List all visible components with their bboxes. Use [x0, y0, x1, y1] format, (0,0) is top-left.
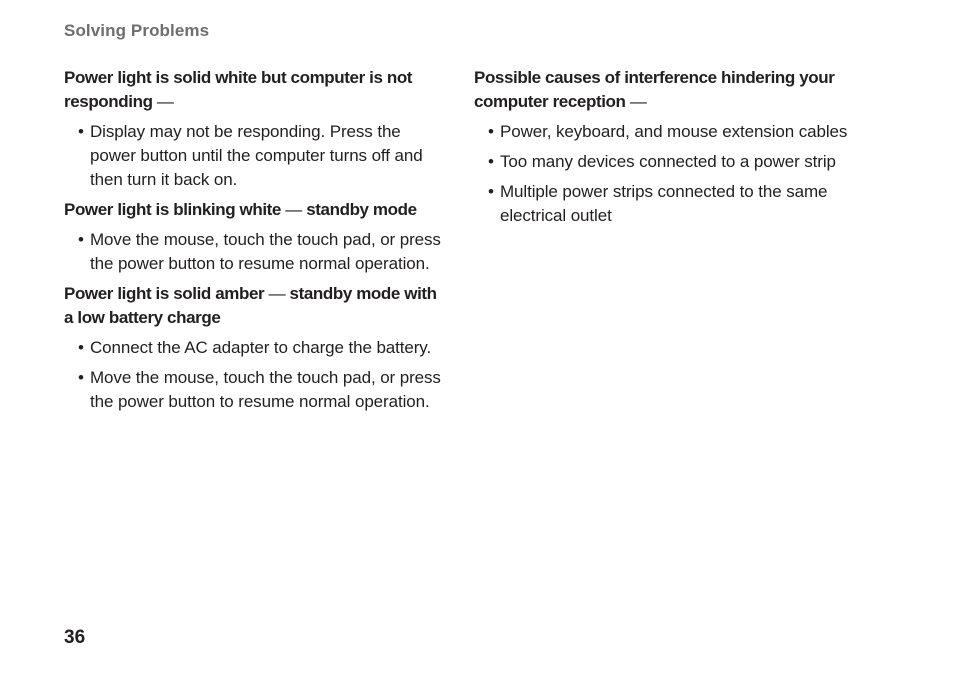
list-item-text: Power, keyboard, and mouse extension cables — [500, 122, 848, 141]
list-item — [488, 150, 864, 174]
heading-text: Power light is solid amber — [64, 284, 265, 303]
heading-text: Power light is blinking white — [64, 200, 281, 219]
bullet-list — [474, 120, 864, 228]
list-item-text: Move the mouse, touch the touch pad, or press the power button to resume normal operation. — [90, 230, 441, 273]
list-item-text: Move the mouse, touch the touch pad, or press the power button to resume normal operation. — [90, 368, 441, 411]
list-item — [488, 120, 864, 144]
left-column — [64, 66, 444, 420]
page-number: 36 — [64, 627, 86, 648]
right-column — [474, 66, 864, 234]
heading-mode: standby mode with a low battery charge — [64, 284, 437, 327]
list-item-text: Too many devices connected to a power strip — [500, 152, 836, 171]
list-item — [78, 228, 444, 276]
list-item-text: Multiple power strips connected to the same electrical outlet — [500, 182, 828, 225]
heading-text: Power light is solid white but computer is not responding — [64, 68, 413, 111]
list-item — [488, 180, 864, 228]
list-item-text: Connect the AC adapter to charge the battery. — [90, 338, 432, 357]
heading-dash: — — [625, 92, 647, 111]
bullet-icon: • — [488, 152, 494, 171]
bullet-icon: • — [78, 338, 84, 357]
bullet-icon: • — [488, 122, 494, 141]
heading-solid-white — [64, 66, 444, 114]
heading-blinking-white — [64, 198, 444, 222]
section-title: Solving Problems — [64, 21, 210, 40]
heading-solid-amber — [64, 282, 444, 330]
bullet-icon: • — [78, 230, 84, 249]
heading-text: Possible causes of interference hindering your computer reception — [474, 68, 835, 111]
heading-dash: — — [152, 92, 174, 111]
heading-dash: — — [280, 200, 307, 219]
bullet-list — [64, 228, 444, 276]
bullet-list — [64, 120, 444, 192]
list-item — [78, 366, 444, 414]
list-item — [78, 120, 444, 192]
list-item — [78, 336, 444, 360]
list-item-text: Display may not be responding. Press the power button until the computer turns off and then turn it back on. — [90, 122, 423, 189]
bullet-icon: • — [488, 182, 494, 201]
heading-interference — [474, 66, 864, 114]
bullet-icon: • — [78, 368, 84, 387]
bullet-icon: • — [78, 122, 84, 141]
bullet-list — [64, 336, 444, 414]
heading-dash: — — [264, 284, 290, 303]
heading-mode: standby mode — [306, 200, 417, 219]
